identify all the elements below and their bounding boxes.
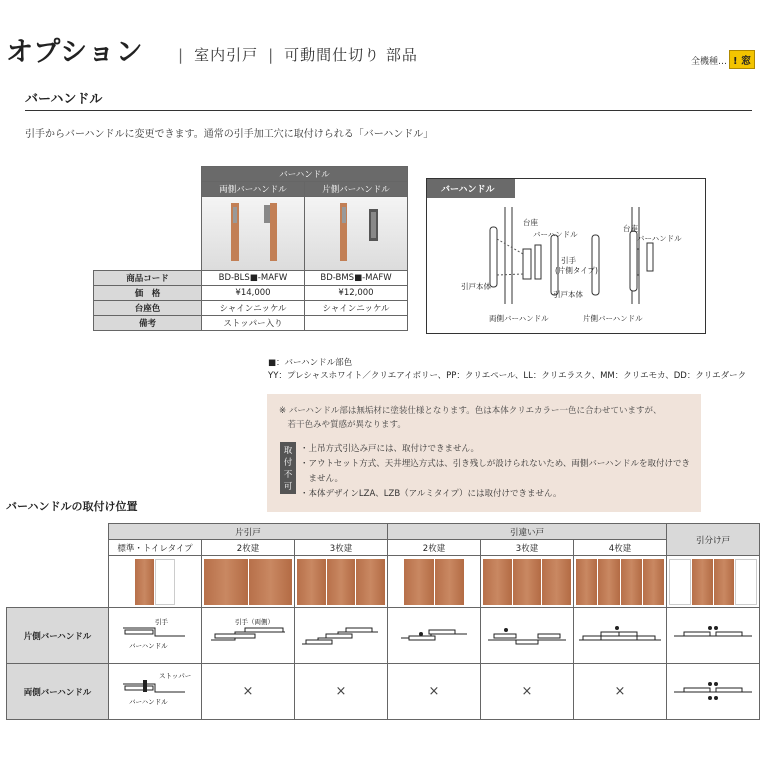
list-item: ・上吊方式引込み戸には、取付けできません。	[300, 444, 480, 454]
diagram-left-caption: 両側バーハンドル	[489, 314, 549, 323]
diagram-left-bar: バーハンドル	[533, 230, 578, 239]
diagram-right-hikite: 引手	[561, 256, 576, 265]
svg-text:ストッパー: ストッパー	[159, 672, 192, 680]
door-image	[574, 556, 667, 608]
not-available-mark: ×	[574, 664, 667, 720]
group-header: 引違い戸	[388, 524, 667, 540]
spec-group-header: バーハンドル	[202, 167, 408, 182]
list-item: ・本体デザインLZA、LZB（アルミタイプ）には取付けできません。	[300, 489, 562, 499]
plan-diagram	[574, 608, 667, 664]
color-note: ■：バーハンドル部色 YY：プレシャスホワイト／クリエアイボリー、PP：クリエペール、LL：クリエラスク、MM：クリエモカ、DD：クリエダーク	[268, 358, 747, 381]
svg-text:引手: 引手	[155, 618, 168, 626]
diagram-right-body: 引戸本体	[553, 290, 583, 299]
diagram-left-daiza: 台座	[523, 218, 538, 227]
plan-diagram	[481, 608, 574, 664]
spec-col-header: 片側バーハンドル	[305, 182, 408, 197]
list-item: ・アウトセット方式、天井埋込方式は、引き残しが設けられないため、両側バーハンドルを取付けでき	[300, 459, 690, 469]
not-available-mark: ×	[388, 664, 481, 720]
position-table-title: バーハンドルの取付け位置	[6, 500, 138, 513]
door-image	[295, 556, 388, 608]
table-row: 両側バーハンドル ストッパー バーハンドル × × × × ×	[7, 664, 760, 720]
page-title: オプション	[6, 37, 144, 68]
not-available-mark: ×	[202, 664, 295, 720]
table-row: 片側バーハンドル 引手 バーハンドル 引手（両側）	[7, 608, 760, 664]
diagram-left-body: 引戸本体	[461, 282, 491, 291]
door-image	[667, 556, 760, 608]
door-image	[202, 556, 295, 608]
all-models-note: 全機種… ! 窓	[691, 50, 755, 69]
diagram-right-caption: 片側バーハンドル	[583, 314, 643, 323]
plan-diagram	[202, 608, 295, 664]
plan-diagram	[295, 608, 388, 664]
diagram-right-hikite2: (片側タイプ)	[555, 266, 598, 275]
plan-diagram	[109, 664, 202, 720]
page-subtitle: | 室内引戸 | 可動間仕切り 部品	[178, 46, 418, 64]
table-row: 価 格 ¥14,000 ¥12,000	[94, 286, 408, 301]
table-row: 商品コード BD-BLS■-MAFW BD-BMS■-MAFW	[94, 271, 408, 286]
spec-table	[93, 166, 408, 331]
plan-diagram	[388, 608, 481, 664]
single-bar-handle-photo	[305, 197, 408, 271]
window-badge: ! 窓	[729, 50, 755, 69]
section-title: バーハンドル	[25, 92, 103, 107]
list-item: ません。	[300, 474, 344, 484]
door-image	[481, 556, 574, 608]
svg-text:バーハンドル: バーハンドル	[129, 642, 168, 650]
spec-col-header: 両側バーハンドル	[202, 182, 305, 197]
section-intro: 引手からバーハンドルに変更できます。通常の引手加工穴に取付けられる「バーハンドル」	[25, 129, 434, 140]
not-available-mark: ×	[295, 664, 388, 720]
table-row: 備考 ストッパー入り	[94, 316, 408, 331]
not-available-mark: ×	[481, 664, 574, 720]
group-header: 引分け戸	[667, 524, 760, 556]
both-bar-handle-photo	[202, 197, 305, 271]
svg-text:バーハンドル: バーハンドル	[129, 698, 168, 706]
diagram-right-daiza: 台座	[623, 224, 638, 233]
not-installable-tag: 取付不可	[280, 442, 296, 494]
svg-text:引手（両側）: 引手（両側）	[235, 618, 274, 626]
caution-list	[300, 442, 690, 502]
door-image	[109, 556, 202, 608]
door-image	[388, 556, 481, 608]
plan-diagram	[109, 608, 202, 664]
section-divider	[25, 110, 752, 111]
plan-diagram	[667, 608, 760, 664]
table-row: 台座色 シャインニッケル シャインニッケル	[94, 301, 408, 316]
position-table: 片引戸 引違い戸 引分け戸 標準・トイレタイプ 2枚建 3枚建 2枚建 3枚建 4枚建 片側バーハンドル 引手 バーハンドル 引手（両側） 両側バーハンドル ストッパー バーハンドル × × × × ×	[6, 523, 760, 720]
diagram-label: バーハンドル	[427, 179, 515, 198]
bar-handle-diagram	[426, 178, 706, 334]
caution-box: ※ バーハンドル部は無垢材に塗装仕様となります。色は本体クリエカラー一色に合わせていますが、 若干色みや質感が異なります。 取付不可 ・上吊方式引込み戸には、取付けできません。 ・アウトセット方式、天井埋込方式は、引き残しが設けられないため、両側バーハンドルを取付けでき ません。 ・本体デザインLZA、LZB（アルミタイプ）には取付けできません。	[267, 394, 701, 512]
diagram-right-bar: バーハンドル	[637, 234, 682, 243]
plan-diagram	[667, 664, 760, 720]
group-header: 片引戸	[109, 524, 388, 540]
